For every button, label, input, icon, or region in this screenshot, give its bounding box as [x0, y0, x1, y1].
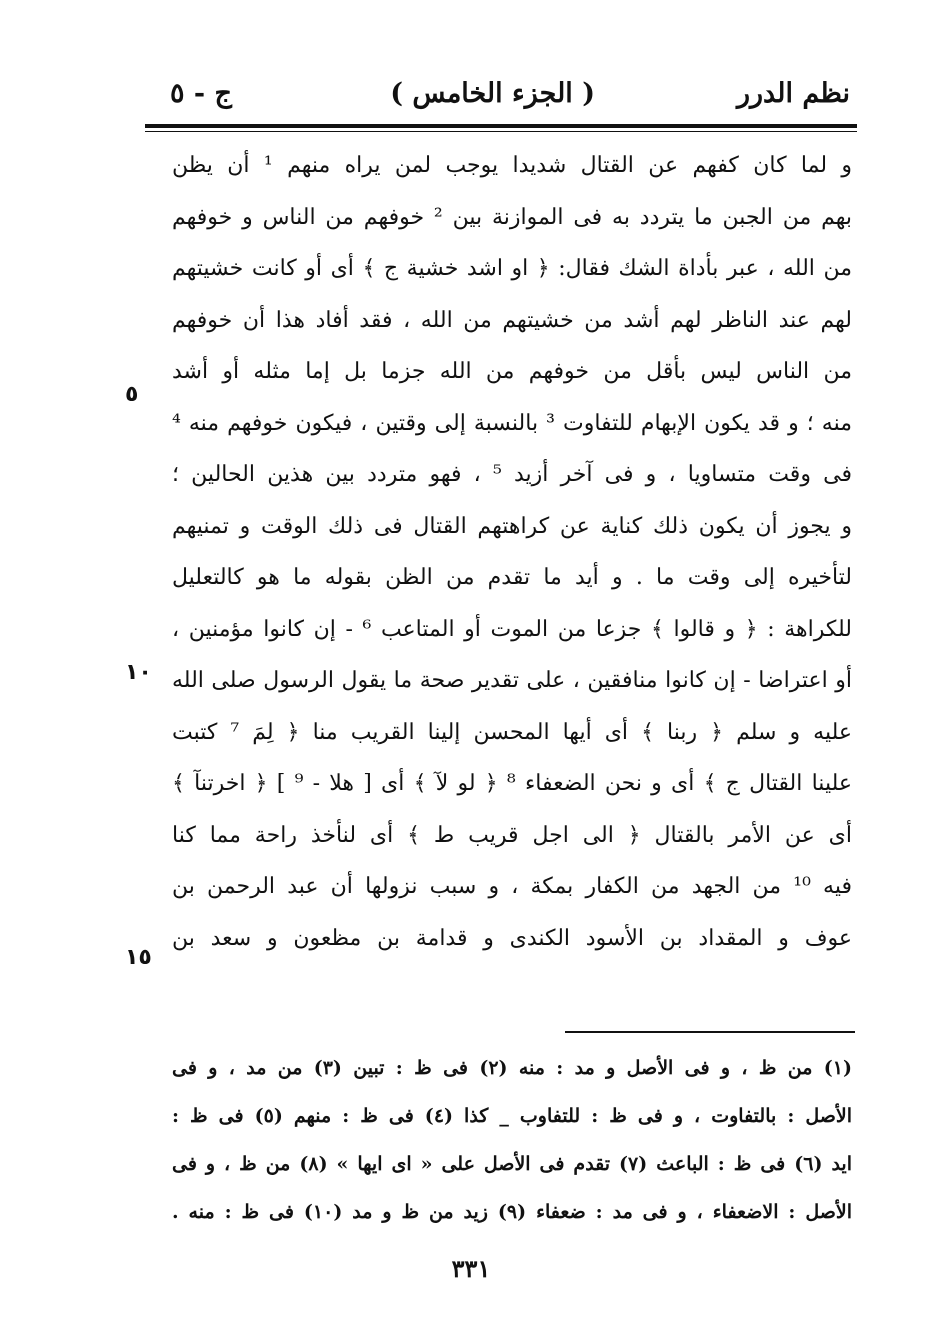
margin-line-number: ١٠ [125, 660, 152, 685]
footnote-line: (١) من ظ ، و فى الأصل و مد : منه (٢) فى ظ : تبين (٣) من مد ، و فى [172, 1057, 852, 1079]
header-rule-thin [145, 131, 857, 132]
text-line: لتأخيره إلى وقت ما . و أيد ما تقدم من الظن بقوله ما هو كالتعليل [172, 565, 852, 590]
book-title: نظم الدرر [736, 78, 850, 109]
text-line: منه ؛ و قد يكون الإبهام للتفاوت ³ بالنسبة إلى وقتين ، فيكون خوفهم منه ⁴ [172, 410, 852, 436]
footnote-line: الأصل : الاضعفاء ، و فى مد : ضعفاء (٩) زيد من ظ و مد (١٠) فى ظ : منه . [172, 1201, 852, 1223]
text-line: و لما كان كفهم عن القتال شديدا يوجب لمن يراه منهم ¹ أن يظن [172, 153, 852, 178]
footnote-rule [565, 1031, 855, 1033]
text-line: علينا القتال ج ﴾ أى و نحن الضعفاء ⁸ ﴿ لو لآ ﴾ أى [ هلا - ⁹ ] ﴿ اخرتنآ ﴾ [172, 771, 852, 796]
text-line: فى وقت متساويا ، و فى آخر أزيد ⁵ ، فهو متردد بين هذين الحالين ؛ [172, 462, 852, 487]
text-line: لهم عند الناظر لهم أشد من خشيتهم من الله ، فقد أفاد هذا أن خوفهم [172, 307, 852, 333]
text-line: من الناس ليس بأقل من خوفهم من الله جزما بل إما مثله أو أشد [172, 359, 852, 384]
margin-line-number: ٥ [125, 382, 139, 407]
text-line: فيه ¹⁰ من الجهد من الكفار بمكة ، و سبب نزولها أن عبد الرحمن بن [172, 874, 852, 899]
footnotes [172, 1044, 852, 1236]
text-line: من الله ، عبر بأداة الشك فقال: ﴿ او اشد خشية ج ﴾ أى أو كانت خشيتهم [172, 256, 852, 281]
header-rule-thick [145, 124, 857, 128]
text-line: عوف و المقداد بن الأسود الكندى و قدامة بن مظعون و سعد بن [172, 925, 852, 951]
text-line: بهم من الجبن ما يتردد به فى الموازنة بين ² خوفهم من الناس و خوفهم [172, 204, 852, 230]
text-line: و يجوز أن يكون ذلك كناية عن كراهتهم القتال فى ذلك الوقت و تمنيهم [172, 513, 852, 539]
text-line: عليه و سلم ﴿ ربنا ﴾ أى أيها المحسن إلينا القريب منا ﴿ لِمَ ⁷ كتبت [172, 719, 852, 745]
text-line: للكراهة : ﴿ و قالوا ﴾ جزعا من الموت أو المتاعب ⁶ - إن كانوا مؤمنين ، [172, 616, 852, 642]
volume-label: ( الجزء الخامس ) [390, 78, 595, 109]
footnote-line: الأصل : بالتفاوت ، و فى ظ : للتفاوب _ كذا (٤) فى ظ : منهم (٥) فى ظ : [172, 1105, 852, 1127]
main-text [172, 140, 852, 964]
page-number: ٣٣١ [451, 1254, 491, 1283]
text-line: أى عن الأمر بالقتال ﴿ الى اجل قريب ط ﴾ أى لنأخذ راحة مما كنا [172, 822, 852, 848]
footnote-line: ايد (٦) فى ظ : الباعث (٧) تقدم فى الأصل على « اى ايها » (٨) من ظ ، و فى [172, 1153, 852, 1175]
text-line: أو اعتراضا - إن كانوا منافقين ، على تقدير صحة ما يقول الرسول صلى الله [172, 668, 852, 693]
margin-line-number: ١٥ [125, 945, 152, 970]
running-header [160, 78, 850, 122]
volume-abbrev: ج - ٥ [170, 78, 232, 109]
